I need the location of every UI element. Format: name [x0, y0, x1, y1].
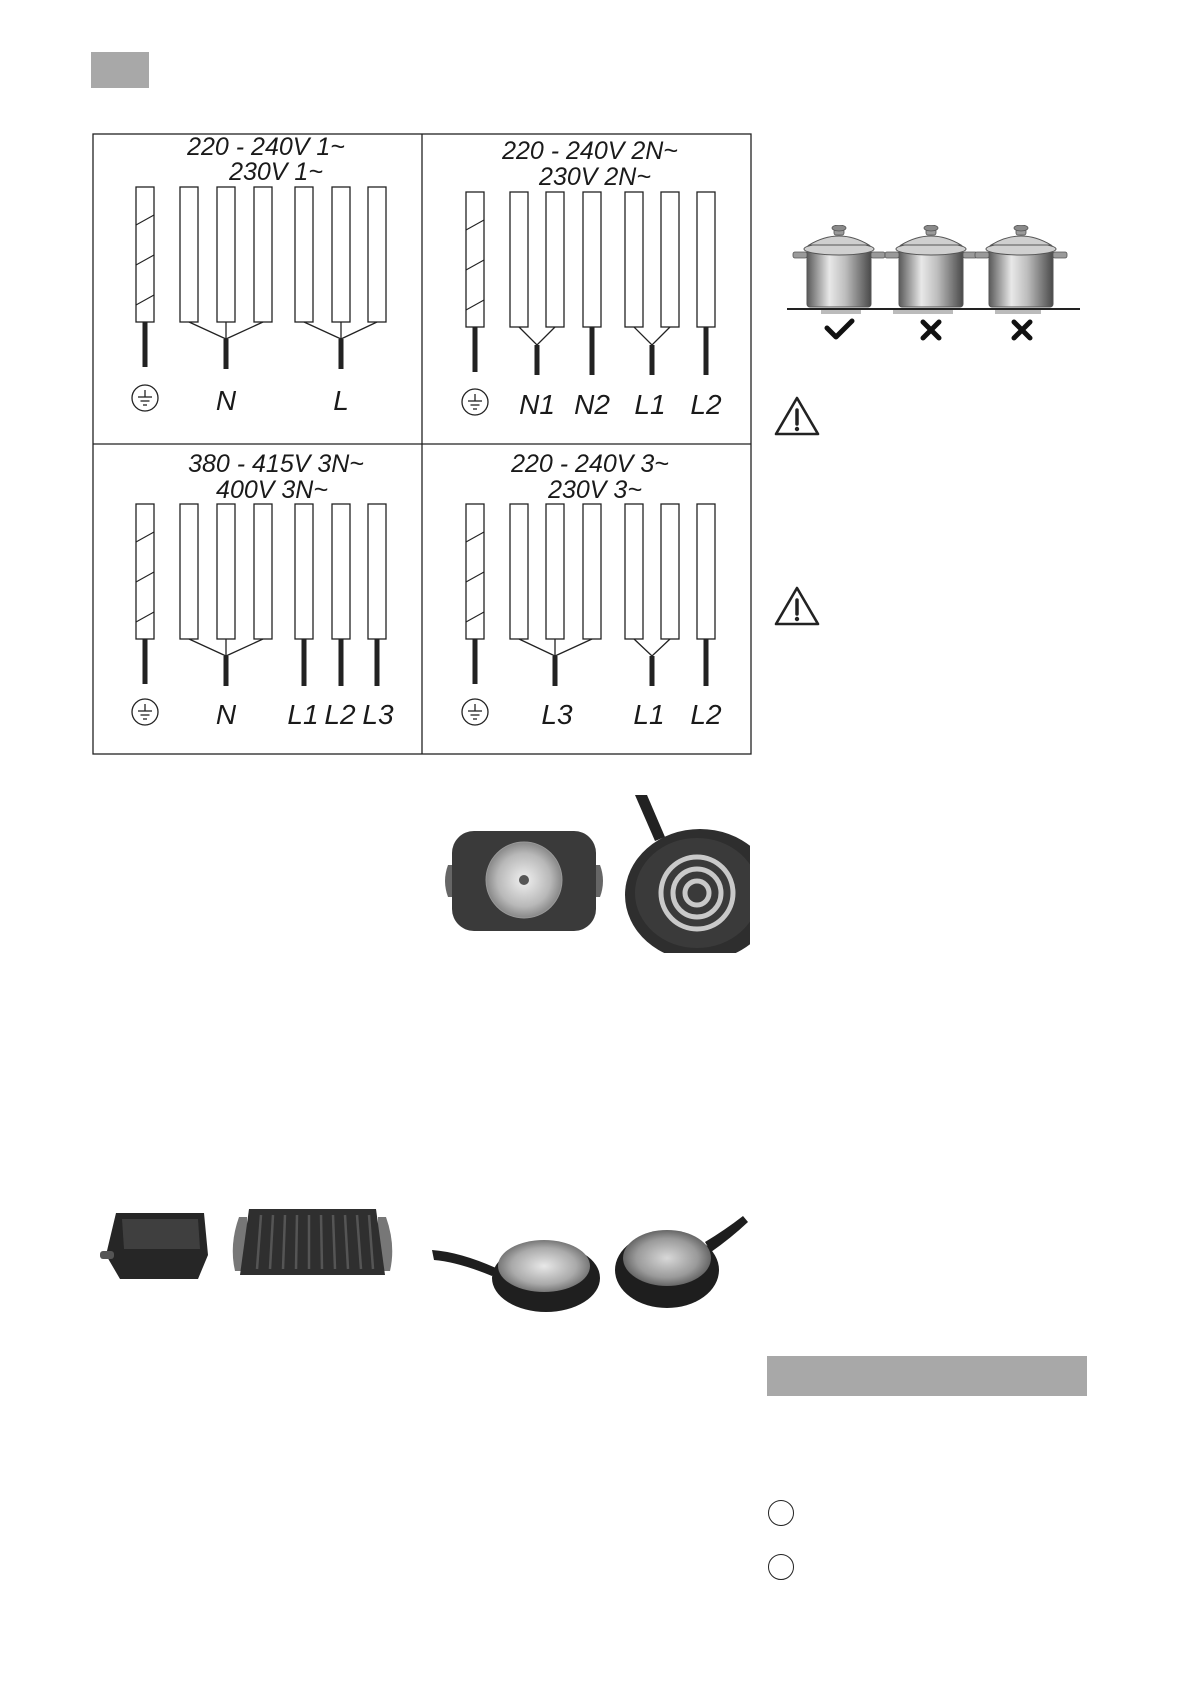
panel2-terminal-l2: L2: [690, 389, 722, 420]
warning-triangle-icon: [773, 395, 821, 437]
panel2-terminal-l1: L1: [634, 389, 666, 420]
pot-placement-illustration: [785, 225, 1085, 355]
panel4-voltage-line2: 230V 3~: [548, 476, 642, 504]
griddle-pan-base-photo: [438, 825, 610, 937]
wiring-diagram: [92, 133, 752, 755]
pot-too-small-zone: [975, 225, 1067, 307]
panel3-voltage-line1: 380 - 415V 3N~: [188, 450, 364, 478]
pot-centered: [793, 225, 885, 307]
cross-icon: [923, 322, 939, 338]
grill-pan-photo: [225, 1205, 400, 1285]
wiring-panel-two-phase-neutral: [462, 137, 722, 420]
panel2-voltage-line1: 220 - 240V 2N~: [502, 137, 678, 165]
panel3-voltage-line2: 400V 3N~: [216, 476, 328, 504]
panel2-terminal-n2: N2: [574, 389, 610, 420]
earth-ground-icon: [132, 699, 158, 725]
panel1-voltage-line1: 220 - 240V 1~: [187, 133, 345, 161]
wiring-panel-single-phase: [132, 133, 386, 416]
earth-ground-icon: [462, 389, 488, 415]
panel1-terminal-l: L: [333, 385, 349, 416]
check-icon: [827, 321, 852, 337]
earth-wire: [136, 504, 154, 684]
cross-icon: [1014, 322, 1030, 338]
panel3-terminal-l3: L3: [362, 699, 394, 730]
panel2-terminal-n1: N1: [519, 389, 555, 420]
panel4-terminal-l2: L2: [690, 699, 722, 730]
earth-wire: [136, 187, 154, 367]
panel4-terminal-l1: L1: [633, 699, 665, 730]
panel4-terminal-l3: L3: [541, 699, 573, 730]
section-marker: [91, 52, 149, 88]
frying-pan-top-photo: [615, 1212, 748, 1312]
earth-wire: [466, 192, 484, 372]
wiring-panel-three-phase: [462, 450, 722, 730]
section-header-bar: [767, 1356, 1087, 1396]
panel1-terminal-n: N: [215, 385, 237, 416]
earth-ground-icon: [132, 385, 158, 411]
panel3-terminal-n: N: [215, 699, 237, 730]
panel1-voltage-line2: 230V 1~: [229, 158, 323, 186]
panel3-terminal-l1: L1: [287, 699, 319, 730]
panel2-voltage-line2: 230V 2N~: [539, 163, 651, 191]
circle-outline-icon: [768, 1500, 794, 1526]
earth-wire: [466, 504, 484, 684]
circle-outline-icon: [768, 1554, 794, 1580]
earth-ground-icon: [462, 699, 488, 725]
panel3-terminal-l2: L2: [324, 699, 356, 730]
panel4-voltage-line1: 220 - 240V 3~: [511, 450, 669, 478]
roasting-dish-photo: [98, 1205, 216, 1285]
wiring-panel-three-phase-neutral: [132, 450, 394, 730]
pot-off-center: [885, 225, 977, 307]
frying-pan-inside-photo: [625, 795, 750, 953]
warning-triangle-icon: [773, 585, 821, 627]
frying-pan-base-photo: [430, 1232, 602, 1314]
